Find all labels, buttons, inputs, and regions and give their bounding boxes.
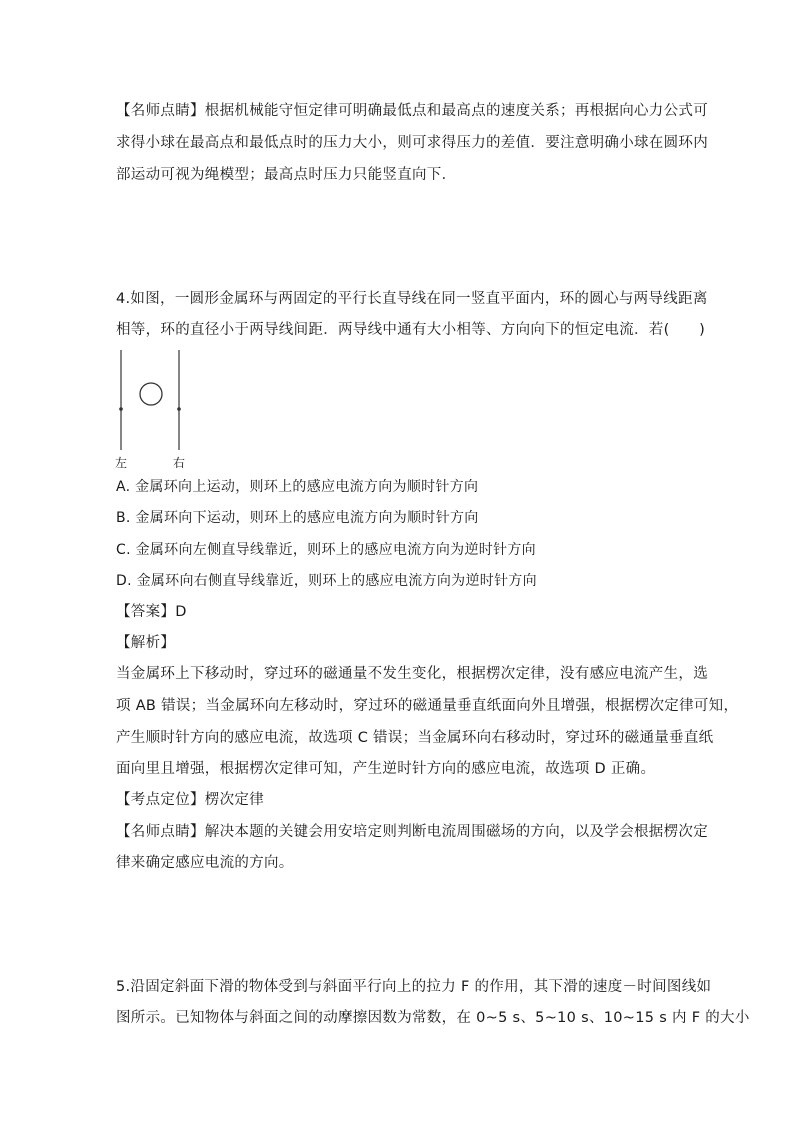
left-wire-label: 左 [115,456,128,470]
q4-tip-line-1: 【名师点睛】解决本题的关键会用安培定则判断电流周围磁场的方向，以及学会根据楞次定 [116,824,708,840]
q4-option-b: B. 金属环向下运动，则环上的感应电流方向为顺时针方向 [116,510,479,526]
q4-stem-line-2: 相等，环的直径小于两导线间距．两导线中通有大小相等、方向向下的恒定电流．若( ) [116,322,706,338]
q4-option-c: C. 金属环向左侧直导线靠近，则环上的感应电流方向为逆时针方向 [116,542,536,558]
q5-stem-line-2: 图所示。已知物体与斜面之间的动摩擦因数为常数，在 0~5 s、5~10 s、10~15 s 内 F 的大小 [116,1010,750,1026]
tip3-line-3: 部运动可视为绳模型；最高点时压力只能竖直向下． [116,167,457,183]
q4-stem-line-1: 4.如图，一圆形金属环与两固定的平行长直导线在同一竖直平面内，环的圆心与两导线距离 [116,291,708,307]
q4-topic: 【考点定位】楞次定律 [116,792,264,808]
wires-and-ring-diagram [112,346,194,456]
q4-answer: 【答案】D [116,604,187,620]
q4-analysis-heading: 【解析】 [116,635,176,651]
q4-figure [112,346,194,472]
q4-analysis-line-4: 面向里且增强，根据楞次定律可知，产生逆时针方向的感应电流，故选项 D 正确。 [116,761,656,777]
right-wire-current-arrow [177,407,181,411]
left-wire-current-arrow [119,407,123,411]
tip3-line-1: 【名师点睛】根据机械能守恒定律可明确最低点和最高点的速度关系；再根据向心力公式可 [116,103,708,119]
q4-option-d: D. 金属环向右侧直导线靠近，则环上的感应电流方向为逆时针方向 [116,573,537,589]
q4-tip-line-2: 律来确定感应电流的方向。 [116,855,294,871]
q4-analysis-line-3: 产生顺时针方向的感应电流，故选项 C 错误；当金属环向右移动时，穿过环的磁通量垂直纸 [116,730,714,746]
metal-ring [140,383,162,405]
q4-option-a: A. 金属环向上运动，则环上的感应电流方向为顺时针方向 [116,479,479,495]
q4-analysis-line-2: 项 AB 错误；当金属环向左移动时，穿过环的磁通量垂直纸面向外且增强，根据楞次定律可知， [116,698,739,714]
q4-analysis-line-1: 当金属环上下移动时，穿过环的磁通量不发生变化，根据楞次定律，没有感应电流产生，选 [116,666,708,682]
q5-stem-line-1: 5.沿固定斜面下滑的物体受到与斜面平行向上的拉力 F 的作用，其下滑的速度－时间图线如 [116,979,712,995]
right-wire-label: 右 [173,456,186,470]
tip3-line-2: 求得小球在最高点和最低点时的压力大小，则可求得压力的差值．要注意明确小球在圆环内 [116,135,708,151]
